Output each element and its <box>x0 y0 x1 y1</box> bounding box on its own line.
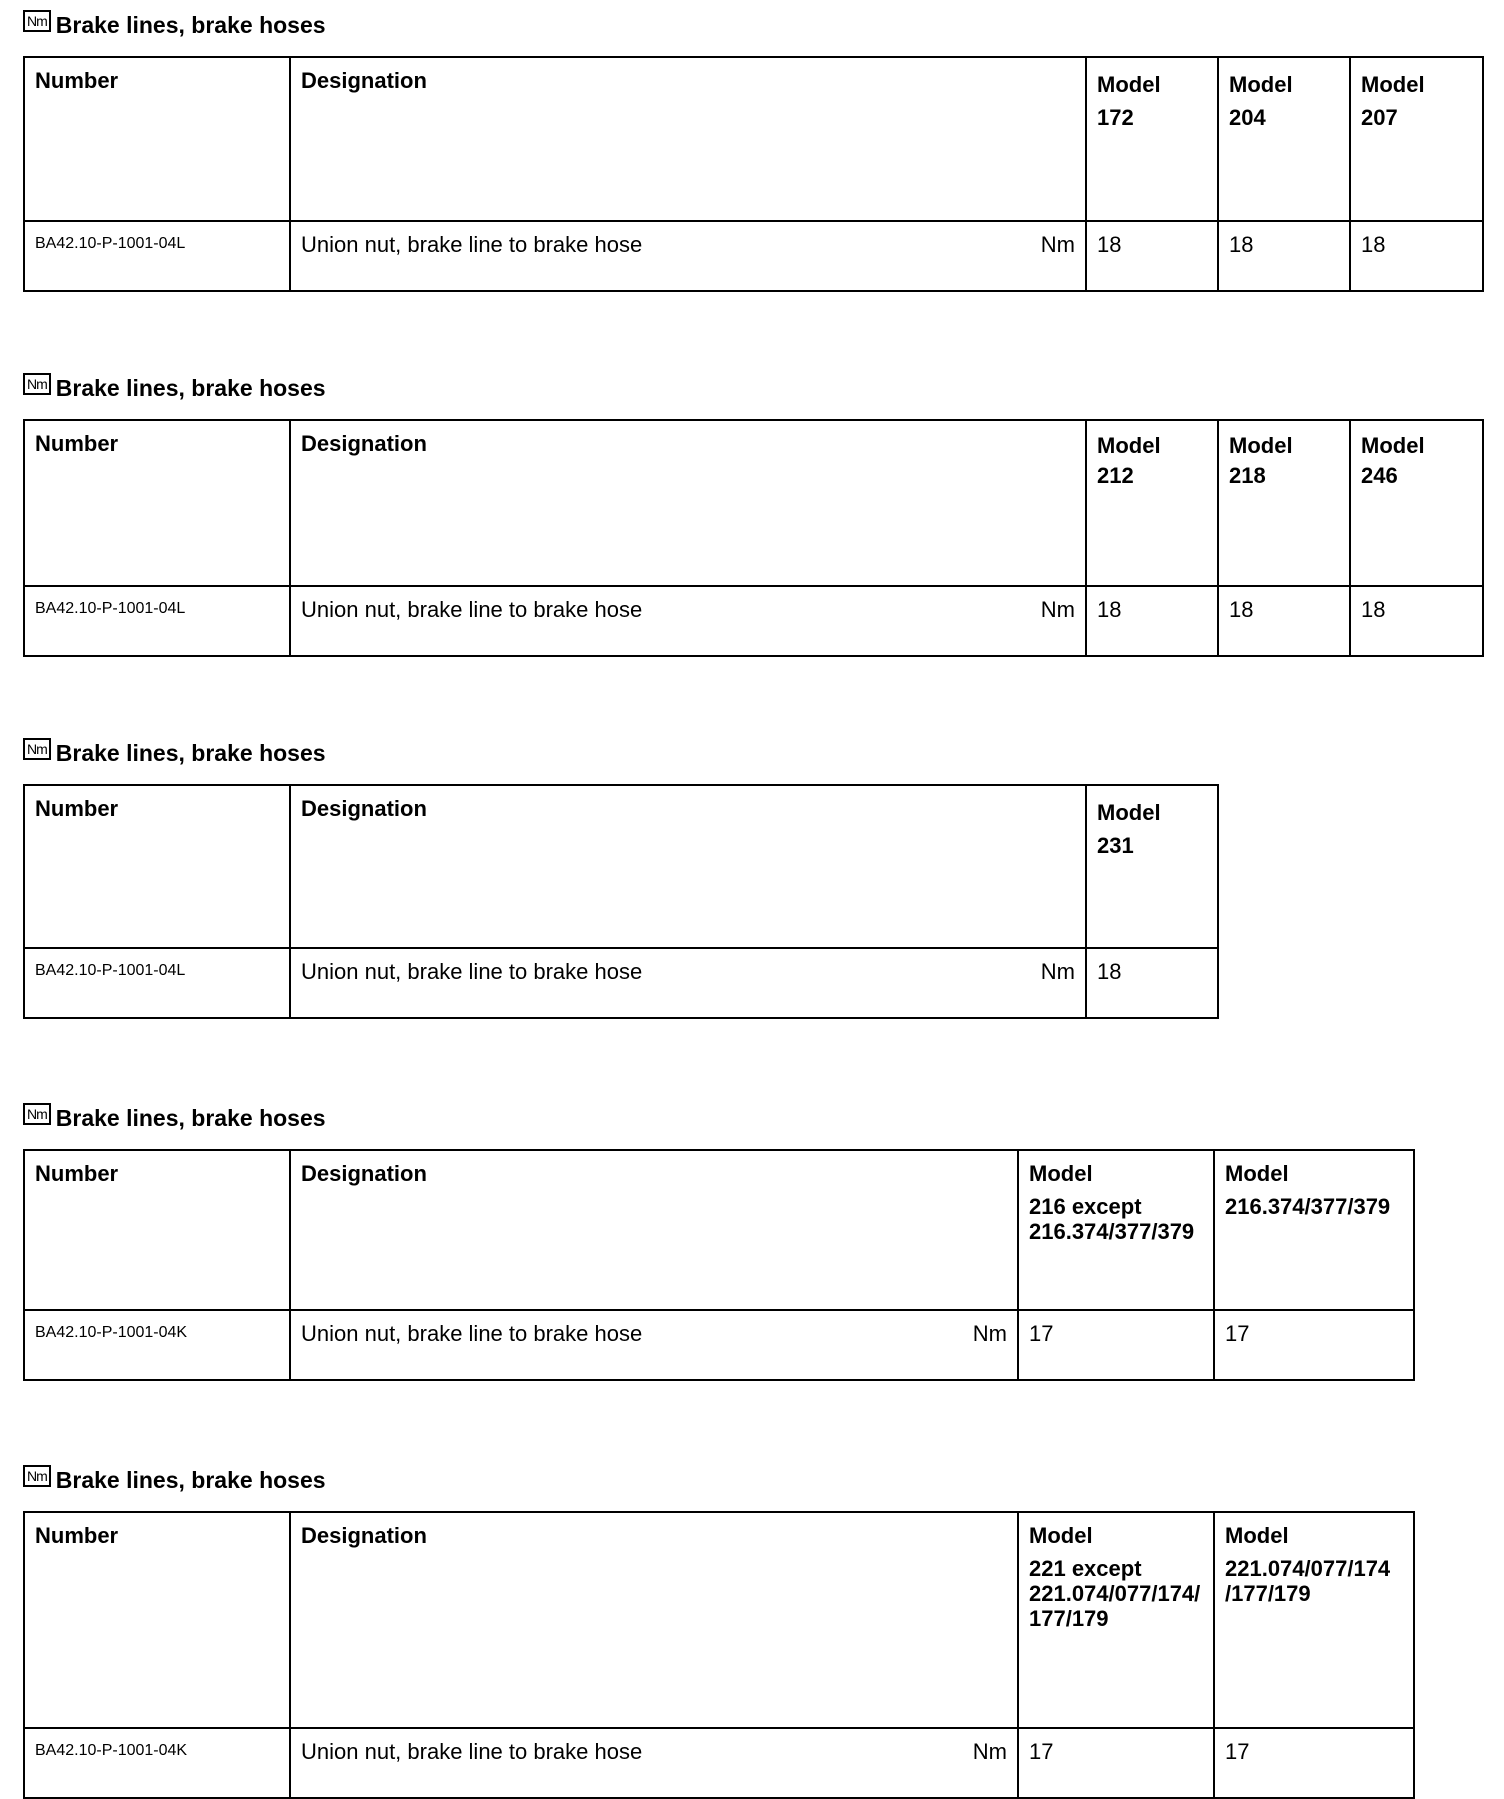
torque-nm-icon: Nm <box>23 738 51 760</box>
header-designation: Designation <box>290 1150 1018 1310</box>
designation-cell <box>290 948 1086 1018</box>
section-title: Brake lines, brake hoses <box>55 11 326 38</box>
torque-table <box>23 419 1484 657</box>
torque-value: 18 <box>1086 586 1218 656</box>
torque-table <box>23 1511 1415 1799</box>
unit-label: Nm <box>972 1321 1007 1346</box>
torque-value: 18 <box>1086 948 1218 1018</box>
unit-label: Nm <box>1040 959 1075 984</box>
table-header-row <box>24 785 1218 948</box>
part-number: BA42.10-P-1001-04L <box>24 586 290 656</box>
table-header-row <box>24 1150 1414 1310</box>
torque-value: 17 <box>1018 1310 1214 1380</box>
designation-cell <box>290 1728 1018 1798</box>
part-number: BA42.10-P-1001-04L <box>24 948 290 1018</box>
torque-section-3 <box>23 740 1219 1019</box>
header-model: Model 172 <box>1086 57 1218 221</box>
header-number: Number <box>24 1150 290 1310</box>
designation-text: Union nut, brake line to brake hose <box>301 1739 643 1764</box>
table-header-row <box>24 57 1483 221</box>
torque-table <box>23 784 1219 1019</box>
designation-cell <box>290 586 1086 656</box>
section-title: Brake lines, brake hoses <box>55 1466 326 1493</box>
header-number: Number <box>24 420 290 586</box>
torque-value: 17 <box>1018 1728 1214 1798</box>
header-designation: Designation <box>290 1512 1018 1728</box>
torque-value: 18 <box>1218 221 1350 291</box>
torque-nm-icon: Nm <box>23 1465 51 1487</box>
table-row <box>24 586 1483 656</box>
torque-value: 18 <box>1086 221 1218 291</box>
designation-text: Union nut, brake line to brake hose <box>301 597 643 622</box>
table-row <box>24 1310 1414 1380</box>
designation-text: Union nut, brake line to brake hose <box>301 959 643 984</box>
header-model: Model 221.074/077/174 /177/179 <box>1214 1512 1414 1728</box>
header-model: Model 216.374/377/379 <box>1214 1150 1414 1310</box>
torque-section-4 <box>23 1105 1415 1381</box>
unit-label: Nm <box>972 1739 1007 1764</box>
unit-label: Nm <box>1040 232 1075 257</box>
header-model: Model 221 except 221.074/077/174/ 177/179 <box>1018 1512 1214 1728</box>
section-title: Brake lines, brake hoses <box>55 739 326 766</box>
header-model: Model 212 <box>1086 420 1218 586</box>
section-heading <box>23 12 1484 38</box>
header-number: Number <box>24 785 290 948</box>
header-model: Model 204 <box>1218 57 1350 221</box>
table-row <box>24 948 1218 1018</box>
designation-text: Union nut, brake line to brake hose <box>301 1321 643 1346</box>
header-model: Model 231 <box>1086 785 1218 948</box>
designation-cell <box>290 1310 1018 1380</box>
section-title: Brake lines, brake hoses <box>55 1104 326 1131</box>
torque-section-2 <box>23 375 1484 657</box>
section-heading <box>23 1467 1415 1493</box>
table-row <box>24 1728 1414 1798</box>
torque-nm-icon: Nm <box>23 373 51 395</box>
header-designation: Designation <box>290 785 1086 948</box>
designation-cell <box>290 221 1086 291</box>
header-number: Number <box>24 57 290 221</box>
torque-section-1 <box>23 12 1484 292</box>
torque-value: 18 <box>1218 586 1350 656</box>
section-heading <box>23 375 1484 401</box>
header-model: Model 246 <box>1350 420 1483 586</box>
torque-value: 17 <box>1214 1310 1414 1380</box>
torque-value: 18 <box>1350 221 1483 291</box>
table-header-row <box>24 420 1483 586</box>
torque-table <box>23 56 1484 292</box>
header-model: Model 216 except 216.374/377/379 <box>1018 1150 1214 1310</box>
part-number: BA42.10-P-1001-04L <box>24 221 290 291</box>
header-designation: Designation <box>290 57 1086 221</box>
part-number: BA42.10-P-1001-04K <box>24 1728 290 1798</box>
section-heading <box>23 740 1219 766</box>
table-row <box>24 221 1483 291</box>
part-number: BA42.10-P-1001-04K <box>24 1310 290 1380</box>
torque-table <box>23 1149 1415 1381</box>
section-heading <box>23 1105 1415 1131</box>
torque-value: 18 <box>1350 586 1483 656</box>
torque-section-5 <box>23 1467 1415 1799</box>
table-header-row <box>24 1512 1414 1728</box>
header-designation: Designation <box>290 420 1086 586</box>
header-model: Model 218 <box>1218 420 1350 586</box>
header-number: Number <box>24 1512 290 1728</box>
torque-nm-icon: Nm <box>23 10 51 32</box>
designation-text: Union nut, brake line to brake hose <box>301 232 643 257</box>
torque-value: 17 <box>1214 1728 1414 1798</box>
unit-label: Nm <box>1040 597 1075 622</box>
section-title: Brake lines, brake hoses <box>55 374 326 401</box>
torque-nm-icon: Nm <box>23 1103 51 1125</box>
header-model: Model 207 <box>1350 57 1483 221</box>
